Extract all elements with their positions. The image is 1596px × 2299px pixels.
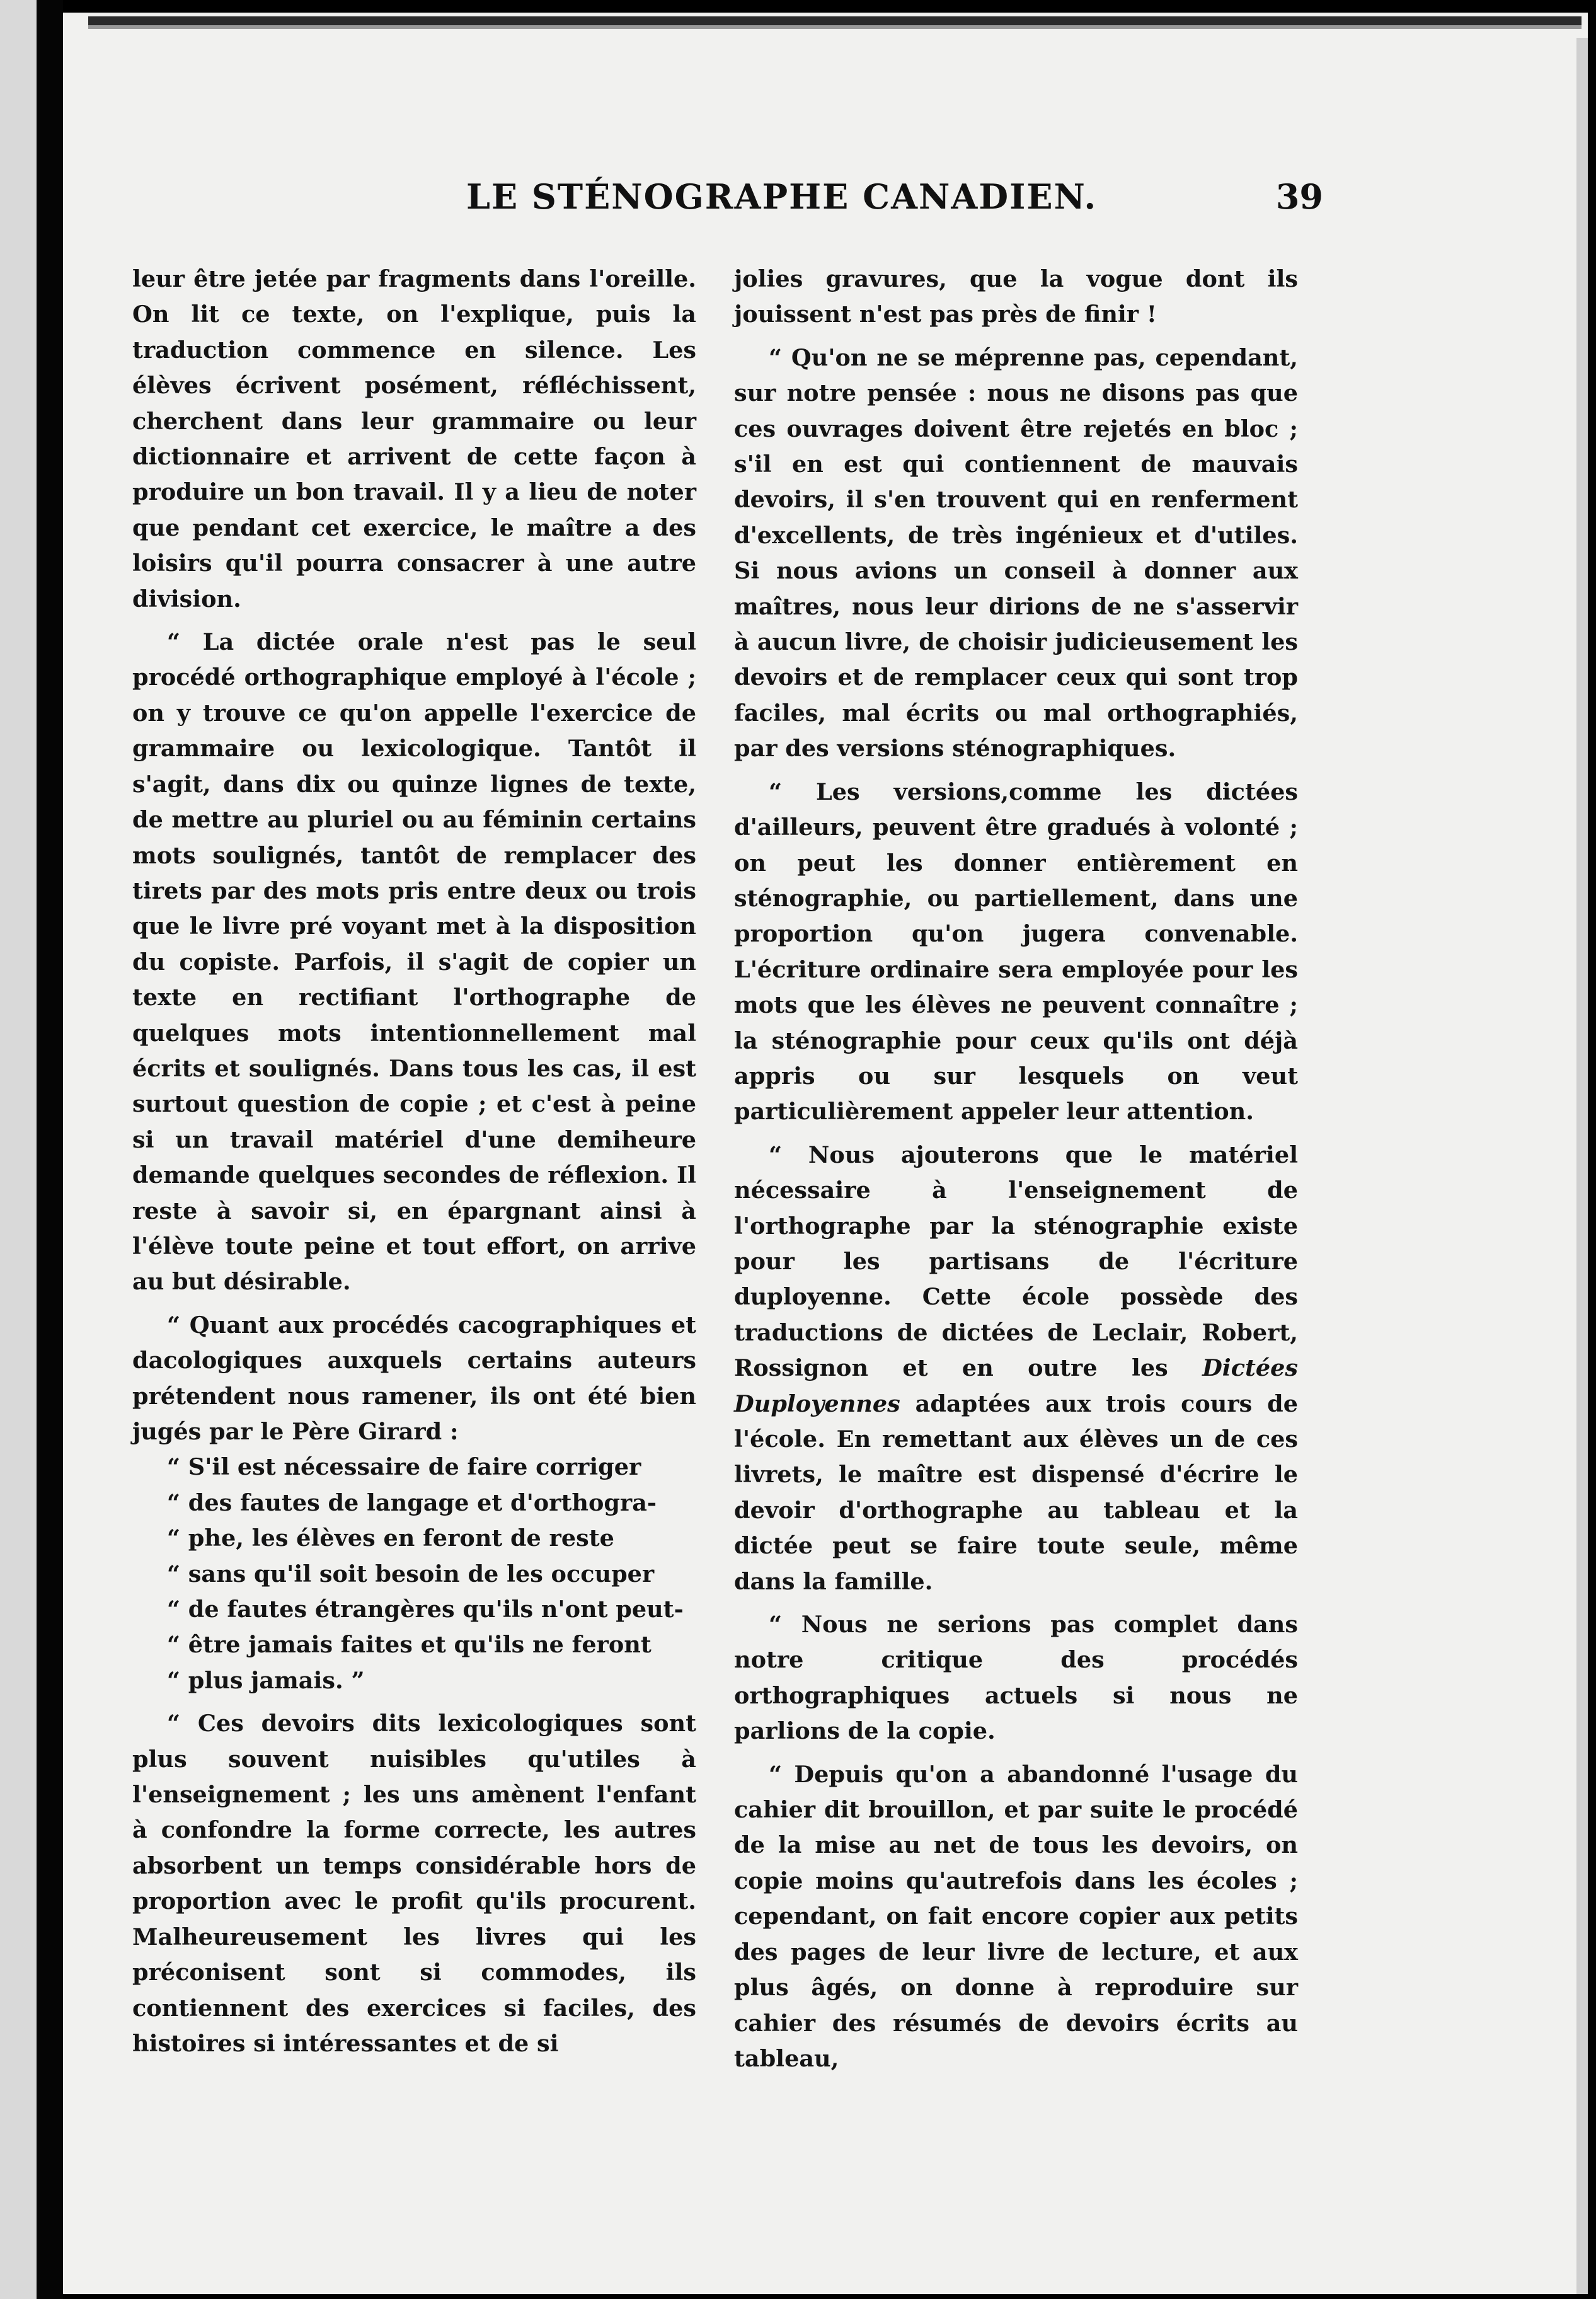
scan-left-margin — [0, 0, 37, 2299]
page-top-edge — [88, 16, 1582, 25]
paragraph-intro: “ Quant aux procédés cacographiques et dacologiques auxquels certains auteurs prétendent nous ramener, ils ont été bien jugés par le Père Girard : — [132, 1311, 696, 1445]
quote-line: “ de fautes étrangères qu'ils n'ont peut- — [167, 1596, 684, 1623]
page-top-edge-highlight — [88, 25, 1582, 29]
quoted-paragraph — [132, 1308, 696, 1698]
left-column — [132, 262, 696, 2061]
quote-line: “ des fautes de langage et d'orthogra- — [167, 1489, 657, 1516]
paragraph-text: adaptées aux trois cours de l'école. En remettant aux élèves un de ces livrets, le maître est dispensé d'écrire le devoir d'orthographe au tableau et la dictée peut se faire toute seule, même dans la famille. — [734, 1390, 1298, 1595]
paragraph: “ Les versions,comme les dictées d'ailleurs, peuvent être gradués à volonté ; on peut les donner entièrement en sténographie, ou partiellement, dans une proportion qu'on jugera convenable. L'écriture ordinaire sera employée pour les mots que les élèves ne peuvent connaître ; la sténographie pour ceux qu'ils ont déjà appris ou sur lesquels on veut particulièrement appeler leur attention. — [734, 778, 1298, 1126]
italic-title: Dictées Duployennes — [734, 1354, 1298, 1417]
scan-binding-shadow — [37, 0, 63, 2299]
quote-line: “ phe, les élèves en feront de reste — [167, 1524, 614, 1552]
running-title: LE STÉNOGRAPHE CANADIEN. — [466, 176, 1098, 217]
paragraph: “ Nous ne serions pas complet dans notre critique des procédés orthographiques actuels si nous ne parlions de la copie. — [734, 1611, 1298, 1745]
paragraph: jolies gravures, que la vogue dont ils jouissent n'est pas près de finir ! — [734, 265, 1298, 328]
quote-line: “ être jamais faites et qu'ils ne feront — [167, 1631, 652, 1659]
paragraph: “ Depuis qu'on a abandonné l'usage du cahier dit brouillon, et par suite le procédé de la mise au net de tous les devoirs, on copie moins qu'autrefois dans les écoles ; cependant, on fait encore copier aux petits des pages de leur livre de lecture, et aux plus âgés, on donne à reproduire sur cahier des résumés de devoirs écrits au tableau, — [734, 1760, 1298, 2072]
quote-line: “ S'il est nécessaire de faire corriger — [167, 1453, 641, 1481]
paragraph — [734, 1138, 1298, 1599]
paragraph: leur être jetée par fragments dans l'oreille. On lit ce texte, on l'explique, puis la traduction commence en silence. Les élèves écrivent posément, réfléchissent, cherchent dans leur grammaire ou leur dictionnaire et arrivent de cette façon à produire un bon travail. Il y a lieu de noter que pendant cet exercice, le maître a des loisirs qu'il pourra consacrer à une autre division. — [132, 265, 696, 613]
page-right-edge — [1576, 38, 1588, 2294]
quote-line: “ sans qu'il soit besoin de les occuper — [167, 1560, 655, 1587]
paragraph: “ Ces devoirs dits lexicologiques sont plus souvent nuisibles qu'utiles à l'enseignement ; les uns amènent l'enfant à confondre la forme correcte, les autres absorbent un temps considérable hors de proportion avec le profit qu'ils procurent. Malheureusement les livres qui les préconisent sont si commodes, ils contiennent des exercices si faciles, des histoires si intéressantes et de si — [132, 1710, 696, 2057]
running-header — [145, 176, 1323, 227]
quote-line: “ plus jamais. ” — [167, 1666, 365, 1694]
paragraph: “ La dictée orale n'est pas le seul procédé orthographique employé à l'école ; on y trouve ce qu'on appelle l'exercice de grammaire ou lexicologique. Tantôt il s'agit, dans dix ou quinze lignes de texte, de mettre au pluriel ou au féminin certains mots soulignés, tantôt de remplacer des tirets par des mots pris entre deux ou trois que le livre pré voyant met à la disposition du copiste. Parfois, il s'agit de copier un texte en rectifiant l'orthographe de quelques mots intentionnellement mal écrits et soulignés. Dans tous les cas, il est surtout question de copie ; et c'est à peine si un travail matériel d'une demiheure demande quelques secondes de réflexion. Il reste à savoir si, en épargnant ainsi à l'élève toute peine et tout effort, on arrive au but désirable. — [132, 628, 696, 1296]
paragraph-text: “ Nous ajouterons que le matériel nécessaire à l'enseignement de l'orthographe par la sténographie existe pour les partisans de l'écriture duployenne. Cette école possède des traductions de dictées de Leclair, Robert, Rossignon et en outre les — [734, 1141, 1298, 1382]
paragraph: “ Qu'on ne se méprenne pas, cependant, sur notre pensée : nous ne disons pas que ces ouvrages doivent être rejetés en bloc ; s'il en est qui contiennent de mauvais devoirs, il s'en trouvent qui en renferment d'excellents, de très ingénieux et d'utiles. Si nous avions un conseil à donner aux maîtres, nous leur dirions de ne s'asservir à aucun livre, de choisir judicieusement les devoirs et de remplacer ceux qui sont trop faciles, mal écrits ou mal orthographiés, par des versions sténographiques. — [734, 343, 1298, 763]
page-number: 39 — [1275, 176, 1323, 217]
right-column — [734, 262, 1298, 2077]
